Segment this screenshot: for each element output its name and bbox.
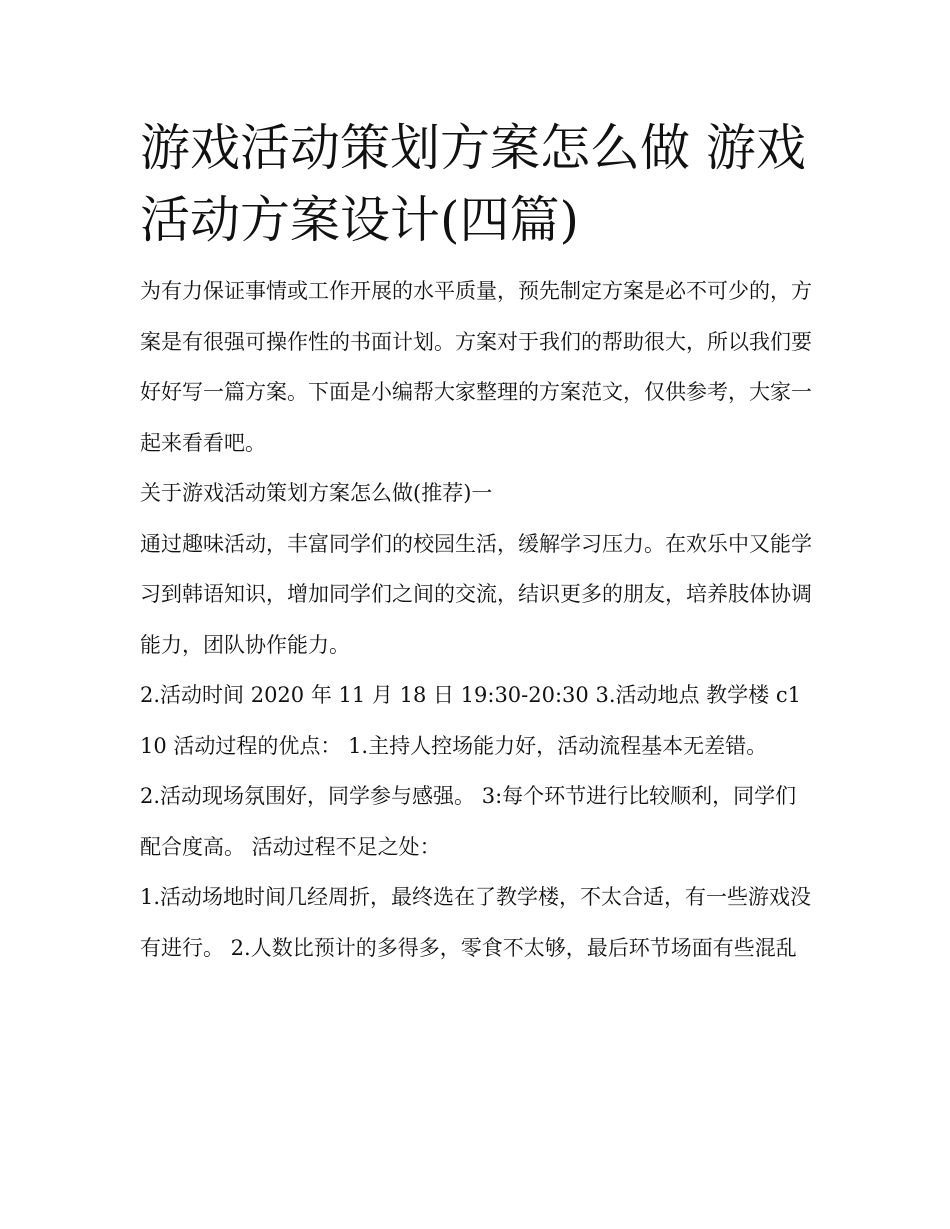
- purpose-paragraph: 通过趣味活动，丰富同学们的校园生活，缓解学习压力。在欢乐中又能学习到韩语知识，增加同学们之间的交流，结识更多的朋友，培养肢体协调能力，团队协作能力。: [140, 531, 812, 657]
- document-title: 游戏活动策划方案怎么做 游戏活动方案设计(四篇): [140, 119, 806, 249]
- document-page: [140, 112, 812, 973]
- strengths-paragraph: 2.活动现场氛围好，同学参与感强。 3:每个环节进行比较顺利，同学们配合度高。 活动过程不足之处：: [140, 784, 797, 859]
- weaknesses-paragraph: 1.活动场地时间几经周折，最终选在了教学楼，不太合适，有一些游戏没有进行。 2.人数比预计的多得多，零食不太够，最后环节场面有些混乱: [140, 885, 812, 960]
- time-location-paragraph: 2.活动时间 2020 年 11 月 18 日 19:30-20:30 3.活动地点 教学楼 c110 活动过程的优点： 1.主持人控场能力好，活动流程基本无差错。: [140, 683, 801, 758]
- intro-paragraph: 为有力保证事情或工作开展的水平质量，预先制定方案是必不可少的，方案是有很强可操作性的书面计划。方案对于我们的帮助很大，所以我们要好好写一篇方案。下面是小编帮大家整理的方案范文，仅供参考，大家一起来看看吧。: [140, 279, 812, 455]
- section-heading: 关于游戏活动策划方案怎么做(推荐)一: [140, 481, 493, 505]
